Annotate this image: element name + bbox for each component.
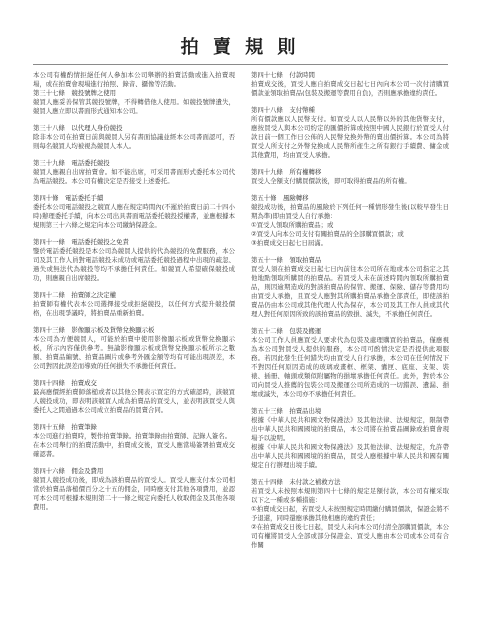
article-46: [33, 467, 235, 512]
article-heading: 第三十八條 以代理人身份競投: [33, 124, 123, 132]
article-heading: 第四十四條 拍賣成交: [33, 379, 97, 387]
title-divider: [33, 64, 448, 65]
article-heading: 第四十六條 佣金及費用: [33, 467, 104, 475]
article-heading: 第五十四條 未付款之補救方法: [251, 478, 341, 486]
article-paragraph: 競投成功後，拍賣品的風險於下列任何一種情形發生後(以較早發生日期為準)即由買受人自行承擔：: [251, 203, 449, 220]
article-52: [251, 327, 449, 399]
article-paragraph: 買受人須在拍賣成交日起七日內前往本公司所在地或本公司指定之其他地點領取所購買的拍賣品。若買受人未在前述時間內領取所購拍賣品，則因逾期造成的對該拍賣品的保管、搬運、保險、儲存等費用均由買受人承擔，且買受人應對其所購拍賣品承擔全部責任，即使該拍賣品仍由本公司或其他代理人代為保存，本公司及其工作人員或其代理人對任何原因所致的該拍賣品的毀損、滅失，不承擔任何責任。: [251, 265, 449, 318]
article-list-item: ②買受人向本公司支付有關拍賣品的全部購買價款；或: [251, 230, 404, 238]
article-43: [33, 326, 235, 371]
article-heading: 第四十三條 影像顯示板及貨幣兌換顯示板: [33, 326, 155, 334]
article-50: [251, 194, 449, 248]
article-48: [251, 106, 449, 160]
article-heading: 第五十條 風險轉移: [251, 194, 309, 202]
article-heading: 第五十一條 領取拍賣品: [251, 256, 322, 264]
article-heading: 第四十二條 拍賣師之決定權: [33, 291, 117, 299]
article-41: [33, 238, 235, 283]
article-38: [33, 124, 235, 151]
article-paragraph: 本公司工作人員應買受人要求代為包裝及處理購買的拍賣品，僅應視為本公司對買受人提供的服務，本公司可酌情決定是否提供此項服務。若因此發生任何錯失均由買受人自行承擔，本公司在任何情況下不對因任何原因造成的玻璃或畫框、框架、囊匣、底座、支架、裝裱、插冊、軸頭或類似附屬物的損壞承擔任何責任。此外，對於本公司向買受人推薦的包裝公司及搬運公司所造成的一切錯誤、遺漏、損壞或滅失，本公司亦不承擔任何責任。: [251, 336, 449, 398]
article-list-item: ②在拍賣成交日後七日起，買受人未向本公司付清全部購買價款，本公司有權將買受人全部或部分保證金、買受人應由本公司或本公司有合作關: [251, 523, 449, 549]
article-paragraph: 除非本公司在拍賣日前與競買人另有書面協議並經本公司書面認可，否則每名競買人均被視為競買人本人。: [33, 133, 235, 150]
article-list-item: ①買受人領取所購拍賣品；或: [251, 221, 334, 229]
article-heading: 第四十五條 拍賣筆錄: [33, 423, 97, 431]
article-heading: 第四十八條 支付幣種: [251, 106, 315, 114]
article-paragraph: 拍賣師有權代表本公司選擇接受或拒絕競投，以任何方式提升競投價格，在出現爭議時，將拍賣品重新拍賣。: [33, 300, 235, 317]
left-column: [33, 71, 235, 611]
article-53: [251, 407, 449, 470]
intro-paragraph: 本公司有權酌情拒絕任何人參加本公司舉辦的拍賣活動或進入拍賣現場，或在拍賣會現場進行拍照、錄音、攝像等活動。: [33, 71, 235, 88]
article-40: [33, 194, 235, 230]
article-list-item: ③拍賣成交日起七日屆滿。: [251, 239, 328, 247]
article-44: [33, 379, 235, 415]
article-39: [33, 159, 235, 186]
article-paragraph: 根據《中華人民共和國文物保護法》及其他法律、法規規定，允許帶出中華人民共和國國境的拍賣品，買受人應根據中華人民共和國有關規定自行辦理出境手續。: [251, 443, 449, 469]
article-45: [33, 423, 235, 459]
article-paragraph: 本公司進行拍賣時，製作拍賣筆錄。拍賣筆錄由拍賣師、記錄人簽名。: [33, 432, 232, 440]
article-heading: 第五十二條 包裝及搬運: [251, 327, 322, 335]
article-paragraph: 買受人全額支付購買價款後，即可取得拍賣品的所有權。: [251, 177, 411, 185]
article-heading: 第三十九條 電話委托競投: [33, 159, 110, 167]
article-heading: 第四十一條 電話委托競投之免責: [33, 238, 129, 246]
article-paragraph: 在本公司舉行的拍賣活動中，拍賣成交後，買受人應當場簽署拍賣成交確認書。: [33, 441, 235, 458]
article-heading: 第四十條 電話委托手續: [33, 194, 104, 202]
article-heading: 第五十三條 拍賣品出境: [251, 407, 322, 415]
article-54: [251, 478, 449, 550]
right-column: [251, 71, 449, 611]
article-paragraph: 若買受人未按照本規則第四十七條的規定足額付款，本公司有權采取以下之一種或多種措施：: [251, 487, 449, 504]
article-heading: 第四十七條 付款時間: [251, 71, 315, 79]
article-51: [251, 256, 449, 319]
article-paragraph: 最高應價經拍賣師落槌或者以其他公開表示買定的方式確認時，該競買人競投成功，即表明該競買人成為拍賣品的買受人，並表明該買受人與委托人之間通過本公司成立拍賣品的買賣合同。: [33, 388, 235, 414]
article-paragraph: 根據《中華人民共和國文物保護法》及其他法律、法規規定，限制帶出中華人民共和國國境的拍賣品，本公司將在拍賣品圖錄或拍賣會現場予以說明。: [251, 416, 449, 442]
article-paragraph: 競買人應妥善保管其競投號牌，不得轉借他人使用。如競投號牌遺失，競買人應立即以書面形式通知本公司。: [33, 98, 235, 115]
article-49: [251, 168, 449, 186]
article-list-item: ①拍賣成交日起，若買受人未按照規定時間繳付購買價款，保證金將不予退還，同時還應承擔其他相應的違約責任；: [251, 505, 449, 522]
article-paragraph: 競買人應親自出席拍賣會。如不能出席，可采用書面形式委托本公司代為電話競投。本公司有權決定是否接受上述委托。: [33, 168, 235, 185]
article-heading: 第三十七條 競投號牌之使用: [33, 89, 117, 97]
article-paragraph: 本公司為方便競買人，可能於拍賣中使用影像顯示板或貨幣兌換顯示板，所示內容僅供參考。無論影像顯示板或貨幣兌換顯示板所示之數額、拍賣品編號、拍賣品圖片或參考外匯金額等均有可能出現誤差，本公司對因此誤差而導致的任何損失不承擔任何責任。: [33, 335, 235, 370]
article-paragraph: 鑒於電話委托競投是本公司為競買人提供的代為競投的免費服務，本公司及其工作人員對電話競投未成功或電話委托競投過程中出現的疏忽、過失或無法代為競投等均不承擔任何責任。如競買人希望確保競投成功，則應親自出席競投。: [33, 247, 235, 282]
page-title: 拍 賣 規 則: [180, 37, 300, 58]
article-42: [33, 291, 235, 318]
article-paragraph: 所有價款應以人民幣支付。如買受人以人民幣以外的其他貨幣支付，應按買受人與本公司約定的匯價折算或按照中國人民銀行於買受人付款日前一個工作日公佈的人民幣兌換外幣的賣出價折算。本公司為將買受人所支付之外幣兌換成人民幣所產生之所有銀行手續費、傭金或其他費用，均由買受人承擔。: [251, 115, 449, 159]
article-paragraph: 競買人競投成功後，即成為該拍賣品的買受人。買受人應支付本公司相當於拍賣品落槌價百分之十五的佣金，同時應支付其他各項費用，並認可本公司可根據本規則第二十一條之規定向委托人收取佣金及其他各項費用。: [33, 476, 235, 511]
article-37: [33, 89, 235, 116]
article-paragraph: 拍賣成交後，買受人應自拍賣成交日起七日內向本公司一次付清購買價款並領取拍賣品(包裝及搬運等費用自負)，否則應承擔違約責任。: [251, 80, 449, 97]
article-47: [251, 71, 449, 98]
article-heading: 第四十九條 所有權轉移: [251, 168, 322, 176]
article-paragraph: 委托本公司電話競投之競買人應在規定時間內(不遲於拍賣日前二十四小時)辦理委托手續，向本公司出具書面電話委托競投授權書，並應根據本規則第三十六條之規定向本公司繳納保證金。: [33, 203, 235, 229]
